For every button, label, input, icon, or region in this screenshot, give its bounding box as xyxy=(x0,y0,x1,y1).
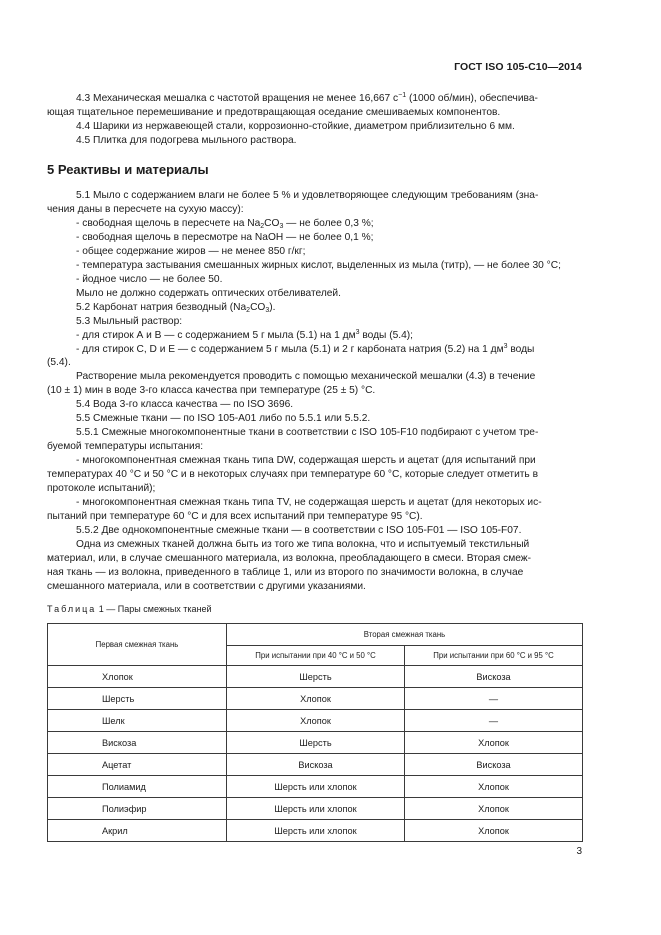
cell: Ацетат xyxy=(48,754,227,776)
cell: Хлопок xyxy=(405,820,583,842)
cell: — xyxy=(405,710,583,732)
cell: Хлопок xyxy=(405,732,583,754)
paragraph-5-5-2: 5.5.2 Две однокомпонентные смежные ткани — в соответствии с ISO 105-F01 — ISO 105-F07. xyxy=(76,525,522,536)
table-row xyxy=(48,754,583,776)
table-row xyxy=(48,666,583,688)
paragraph-5-1-note: Мыло не должно содержать оптических отбеливателей. xyxy=(76,288,341,299)
header-60-95: При испытании при 60 °С и 95 °С xyxy=(405,646,583,666)
paragraph-5-3-note-cont: (10 ± 1) мин в воде 3-го класса качества при температуре (25 ± 5) °С. xyxy=(47,385,376,396)
paragraph-5-5-2-b: материал, или, в случае смешанного материала, из волокна, преобладающего в смеси. Вторая смеж- xyxy=(47,553,531,564)
table-row xyxy=(48,688,583,710)
table-row xyxy=(48,820,583,842)
cell: Шерсть xyxy=(48,688,227,710)
section-5-heading: 5 Реактивы и материалы xyxy=(47,162,209,177)
paragraph-5-5: 5.5 Смежные ткани — по ISO 105-A01 либо по 5.5.1 или 5.5.2. xyxy=(76,413,371,424)
cell: Вискоза xyxy=(48,732,227,754)
cell: Хлопок xyxy=(48,666,227,688)
cell: Хлопок xyxy=(227,710,405,732)
document-header: ГОСТ ISO 105-C10—2014 xyxy=(454,61,582,73)
cell: Полиэфир xyxy=(48,798,227,820)
paragraph-5-5-1-cont: буемой температуры испытания: xyxy=(47,441,204,452)
cell: Вискоза xyxy=(405,754,583,776)
list-item: - для стирок А и В — с содержанием 5 г мыла (5.1) на 1 $дм^3$ воды (5.4); xyxy=(76,329,413,341)
list-item-cont: протоколе испытаний); xyxy=(47,483,156,494)
paragraph-5-1-cont: чения даны в пересчете на сухую массу): xyxy=(47,204,244,215)
cell: Шерсть или хлопок xyxy=(227,798,405,820)
cell: — xyxy=(405,688,583,710)
table-row xyxy=(48,798,583,820)
list-item: - свободная щелочь в пересмотре на NaOH — не более 0,1 %; xyxy=(76,232,374,243)
paragraph-5-3-note: Растворение мыла рекомендуется проводить с помощью механической мешалки (4.3) в течение xyxy=(76,371,536,382)
paragraph-5-2: 5.2 Карбонат натрия безводный $(Na_2CO_3)$. xyxy=(76,302,276,314)
list-item: - для стирок С, D и Е — с содержанием 5 г мыла (5.1) и 2 г карбоната натрия (5.2) на 1 $дм^3$ воды xyxy=(76,343,535,355)
list-item: - общее содержание жиров — не менее 850 г/кг; xyxy=(76,246,306,257)
list-item: - многокомпонентная смежная ткань типа DW, содержащая шерсть и ацетат (для испытаний при xyxy=(76,455,536,466)
paragraph-4-4: 4.4 Шарики из нержавеющей стали, коррозионно-стойкие, диаметром приблизительно 6 мм. xyxy=(76,121,515,132)
list-item: - многокомпонентная смежная ткань типа TV, не содержащая шерсть и ацетат (для некоторых ис- xyxy=(76,497,542,508)
cell: Акрил xyxy=(48,820,227,842)
paragraph-4-3-cont: ющая тщательное перемешивание и предотвращающая оседание смешиваемых компонентов. xyxy=(47,107,501,118)
paragraph-4-5: 4.5 Плитка для подогрева мыльного раствора. xyxy=(76,135,297,146)
paragraph-5-5-1: 5.5.1 Смежные многокомпонентные ткани в соответствии с ISO 105-F10 подбирают с учетом тре- xyxy=(76,427,539,438)
paragraph-5-5-2-a: Одна из смежных тканей должна быть из того же типа волокна, что и испытуемый текстильный xyxy=(76,539,530,550)
header-first-fabric: Первая смежная ткань xyxy=(48,624,227,666)
paragraph-5-4: 5.4 Вода 3-го класса качества — по ISO 3696. xyxy=(76,399,294,410)
header-second-fabric: Вторая смежная ткань xyxy=(227,624,583,646)
paragraph-5-5-2-c: ная ткань — из волокна, приведенного в таблице 1, или из второго по значимости волокна, в случае xyxy=(47,567,524,578)
list-item-cont: температурах 40 °С и 50 °С и в некоторых случаях при температуре 60 °С, которые следует отметить в xyxy=(47,469,538,480)
header-40-50: При испытании при 40 °С и 50 °С xyxy=(227,646,405,666)
cell: Хлопок xyxy=(405,798,583,820)
list-item: - йодное число — не более 50. xyxy=(76,274,223,285)
paragraph-4-3: 4.3 Механическая мешалка с частотой вращения не менее 16,667 $с^{-1}$ (1000 об/мин), обеспечива- xyxy=(76,92,538,104)
list-item-cont: пытаний при температуре 60 °С и для всех испытаний при температуре 95 °С). xyxy=(47,511,423,522)
table-row xyxy=(48,732,583,754)
cell: Вискоза xyxy=(405,666,583,688)
list-item-cont: (5.4). xyxy=(47,357,71,368)
table-row xyxy=(48,776,583,798)
list-item: - температура застывания смешанных жирных кислот, выделенных из мыла (титр), — не более 30 °С; xyxy=(76,260,561,271)
cell: Шерсть xyxy=(227,732,405,754)
table-row xyxy=(48,710,583,732)
paragraph-5-1: 5.1 Мыло с содержанием влаги не более 5 % и удовлетворяющее следующим требованиям (зна- xyxy=(76,190,539,201)
page-number: 3 xyxy=(576,846,582,857)
cell: Хлопок xyxy=(405,776,583,798)
cell: Шерсть xyxy=(227,666,405,688)
table-caption: Таблица 1 — Пары смежных тканей xyxy=(47,604,212,614)
cell: Хлопок xyxy=(227,688,405,710)
paragraph-5-3: 5.3 Мыльный раствор: xyxy=(76,316,183,327)
cell: Шерсть или хлопок xyxy=(227,820,405,842)
paragraph-5-5-2-d: смешанного материала, или в соответствии с другими указаниями. xyxy=(47,581,366,592)
list-item: - свободная щелочь в пересчете на $Na_2CO_3$ — не более 0,3 %; xyxy=(76,218,374,230)
cell: Шерсть или хлопок xyxy=(227,776,405,798)
cell: Шелк xyxy=(48,710,227,732)
cell: Полиамид xyxy=(48,776,227,798)
cell: Вискоза xyxy=(227,754,405,776)
adjacent-fabrics-table xyxy=(47,623,583,842)
